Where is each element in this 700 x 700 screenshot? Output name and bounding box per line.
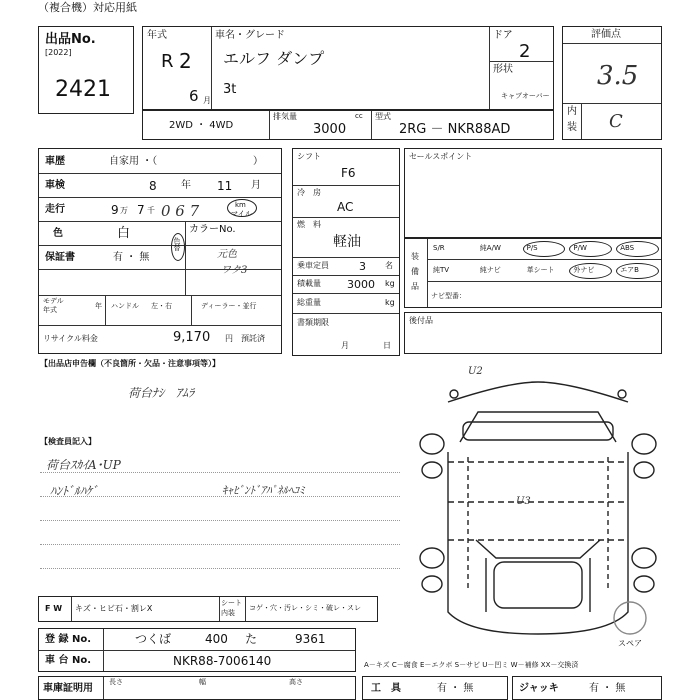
seller-remarks-note: 荷台ﾅｼ ｱﾑﾗ xyxy=(128,386,195,400)
specs-box xyxy=(292,148,400,356)
recycle-label: リサイクル料金 xyxy=(43,334,98,343)
capacity-label: 乗車定員 xyxy=(297,261,329,270)
nenshiki-label: 年式 xyxy=(147,30,167,41)
era-year: R xyxy=(161,51,174,72)
model-code-label: 型式 xyxy=(375,112,391,121)
ac-label: 冷 房 xyxy=(297,188,321,197)
displacement-unit: cc xyxy=(355,112,363,120)
vehicle-spec-box xyxy=(142,110,554,140)
door-label: ドア xyxy=(493,30,513,41)
docs-day: 日 xyxy=(383,341,391,350)
handle-label: ハンドル xyxy=(111,302,139,310)
name-label: 車名・グレード xyxy=(215,30,285,41)
cert-width: 幅 xyxy=(199,678,206,686)
lot-number-box xyxy=(38,26,134,114)
equipment-label: 装備品 xyxy=(411,252,419,291)
equipment-circle xyxy=(569,263,612,279)
sales-point-label: セールスポイント xyxy=(409,152,473,161)
sales-point-box xyxy=(404,148,662,238)
load: 3000 xyxy=(347,278,375,291)
color-no-hand-1: 元色 xyxy=(217,249,237,260)
doors: 2 xyxy=(519,41,531,62)
shape-value: キャブオーバー xyxy=(501,92,550,100)
diagram-top-mark: U2 xyxy=(468,366,483,377)
mileage-man-unit: 万 xyxy=(120,206,128,215)
interior-label-2: 装 xyxy=(567,122,577,133)
model-name: エルフ ダンプ xyxy=(223,49,325,68)
seat-label-2: 内装 xyxy=(221,609,235,617)
model-code: 2RG － NKR88AD xyxy=(399,122,511,137)
equipment-circle xyxy=(616,241,659,257)
jack-value: 有 ・ 無 xyxy=(589,683,626,694)
model-year-label-2: 年式 xyxy=(43,306,57,314)
jack-box xyxy=(512,676,662,700)
interior-label-1: 内 xyxy=(567,106,577,117)
equipment-circle xyxy=(523,241,566,257)
capacity-unit: 名 xyxy=(385,261,393,270)
shaken-reki-value: 自家用 ・（ xyxy=(109,156,158,167)
recycle-note: 預託済 xyxy=(241,334,265,343)
color-label: 色 xyxy=(53,228,63,239)
gross-unit: kg xyxy=(385,298,395,307)
overall-score: 3.5 xyxy=(597,61,639,91)
shaken-reki-close: ） xyxy=(253,156,263,167)
mileage-label: 走行 xyxy=(45,204,65,215)
aftermarket-box xyxy=(404,312,662,354)
reg-place: つくば xyxy=(135,632,172,646)
gross-label: 総重量 xyxy=(297,298,321,307)
displacement: 3000 xyxy=(313,122,347,137)
spare-label: スペア xyxy=(618,639,642,648)
shift: F6 xyxy=(341,166,356,180)
docs-month: 月 xyxy=(341,341,349,350)
inspector-line-2: ﾊﾝﾄﾞﾙﾊｹﾞ xyxy=(50,484,99,498)
year-num: 2 xyxy=(179,49,192,73)
equipment-circle xyxy=(569,241,612,257)
score-label: 評価点 xyxy=(591,29,621,40)
equipment-item: 革シート xyxy=(526,266,555,274)
mileage-sen-unit: 千 xyxy=(147,206,155,215)
warranty-label: 保証書 xyxy=(45,252,75,263)
chassis-number: NKR88-7006140 xyxy=(173,654,272,668)
cert-length: 長さ xyxy=(109,678,123,686)
navi-label: ナビ型番： xyxy=(431,292,466,300)
drive-options: 2WD ・ 4WD xyxy=(169,120,234,131)
shift-label: シフト xyxy=(297,152,321,161)
interior-score: C xyxy=(609,111,623,132)
model-year-label-1: モデル xyxy=(43,297,64,305)
seat-items: コゲ・穴・汚レ・シミ・破レ・スレ xyxy=(249,604,361,612)
inspector-line-3: ｷｬﾋﾞﾝﾄﾞｱﾊﾟﾈﾙﾍｺﾐ xyxy=(222,484,305,497)
car-damage-diagram xyxy=(408,362,668,652)
inspection-month: 11 xyxy=(217,179,233,193)
warranty-value: 有 ・ 無 xyxy=(113,252,150,263)
seller-remarks-label: 【出品店申告欄（不良箇所・欠品・注意事項等）】 xyxy=(40,359,220,368)
lot-no-label: 出品No. xyxy=(45,32,96,47)
dealer-label: ディーラー・並行 xyxy=(201,302,257,310)
reg-kana: た xyxy=(245,632,258,646)
history-box xyxy=(38,148,282,354)
equipment-item: 純ナビ xyxy=(479,266,501,274)
displacement-label: 排気量 xyxy=(273,112,297,121)
ac: AC xyxy=(337,200,354,214)
mileage-rest: 0 6 7 xyxy=(161,202,200,220)
month-unit: 月 xyxy=(203,96,211,105)
color-change-label: 色替 xyxy=(173,237,181,251)
docs-label: 書類期限 xyxy=(297,318,329,327)
equipment-item: ABS xyxy=(620,244,635,252)
form-title: （複合機）対応用紙 xyxy=(38,1,137,14)
mile-label: マイル xyxy=(231,210,252,218)
jack-label: ジャッキ xyxy=(519,683,559,694)
vehicle-main-box xyxy=(142,26,554,110)
model-year-unit: 年 xyxy=(95,302,102,310)
load-label: 積載量 xyxy=(297,279,321,288)
equipment-item: 純TV xyxy=(433,266,450,274)
recycle-unit: 円 xyxy=(225,334,233,343)
shaken-reki-label: 車歴 xyxy=(45,156,65,167)
tools-value: 有 ・ 無 xyxy=(437,683,474,694)
mileage-sen: 7 xyxy=(137,203,145,217)
fuel: 軽油 xyxy=(333,234,361,250)
capacity: 3 xyxy=(359,260,366,273)
color-value: 白 xyxy=(117,226,131,241)
tools-box xyxy=(362,676,508,700)
damage-legend: A－キズ C－腐食 E－エクボ S－サビ U－凹ミ W－補修 XX－交換済 xyxy=(364,661,579,669)
equipment-item: S/R xyxy=(433,244,445,252)
cert-label: 車庫証明用 xyxy=(43,683,93,694)
equipment-circle xyxy=(616,263,659,279)
seat-label-1: シート xyxy=(221,599,242,607)
equipment-item: P/S xyxy=(526,244,538,252)
month-num: 6 xyxy=(189,87,199,105)
tools-label: 工 具 xyxy=(371,683,401,694)
inspection-year-unit: 年 xyxy=(181,180,191,191)
inspector-label: 【検査員記入】 xyxy=(40,437,96,446)
mileage-man: 9 xyxy=(111,203,119,217)
fw-label: F W xyxy=(45,604,63,613)
inspection-month-unit: 月 xyxy=(251,180,261,191)
km-label: km xyxy=(235,201,246,209)
equipment-item: 純A/W xyxy=(479,244,501,252)
cert-height: 高さ xyxy=(289,678,303,686)
reg-class: 400 xyxy=(205,632,228,646)
diagram-center-mark: U3 xyxy=(516,496,531,507)
equipment-item: エアB xyxy=(620,266,639,274)
fw-seat-box xyxy=(38,596,378,622)
equipment-item: 外ナビ xyxy=(573,266,595,274)
load-unit: kg xyxy=(385,279,395,288)
chassis-label: 車 台 No. xyxy=(45,655,92,666)
handle-value: 左・右 xyxy=(151,302,172,310)
fuel-label: 燃 料 xyxy=(297,220,321,229)
reg-number: 9361 xyxy=(295,632,326,646)
year-tag: [2022] xyxy=(45,48,72,57)
inspection-label: 車検 xyxy=(45,180,65,191)
garage-cert-box xyxy=(38,676,356,700)
reg-label: 登 録 No. xyxy=(45,634,92,645)
shape-label: 形状 xyxy=(493,64,513,75)
inspection-year: 8 xyxy=(149,179,157,193)
color-no-label: カラーNo. xyxy=(189,224,236,235)
equipment-item: P/W xyxy=(573,244,587,252)
aftermarket-label: 後付品 xyxy=(409,316,433,325)
fw-items: キズ・ヒビ石・割レX xyxy=(75,604,153,613)
score-box xyxy=(562,26,662,140)
grade: 3t xyxy=(223,82,237,97)
lot-number: 2421 xyxy=(55,77,111,102)
registration-box xyxy=(38,628,356,672)
inspector-line-1: 荷台ｽｶｲA･UP xyxy=(46,458,121,472)
recycle-fee: 9,170 xyxy=(173,330,211,345)
color-no-hand-2: ワク3 xyxy=(221,265,248,276)
equipment-box xyxy=(404,238,662,308)
